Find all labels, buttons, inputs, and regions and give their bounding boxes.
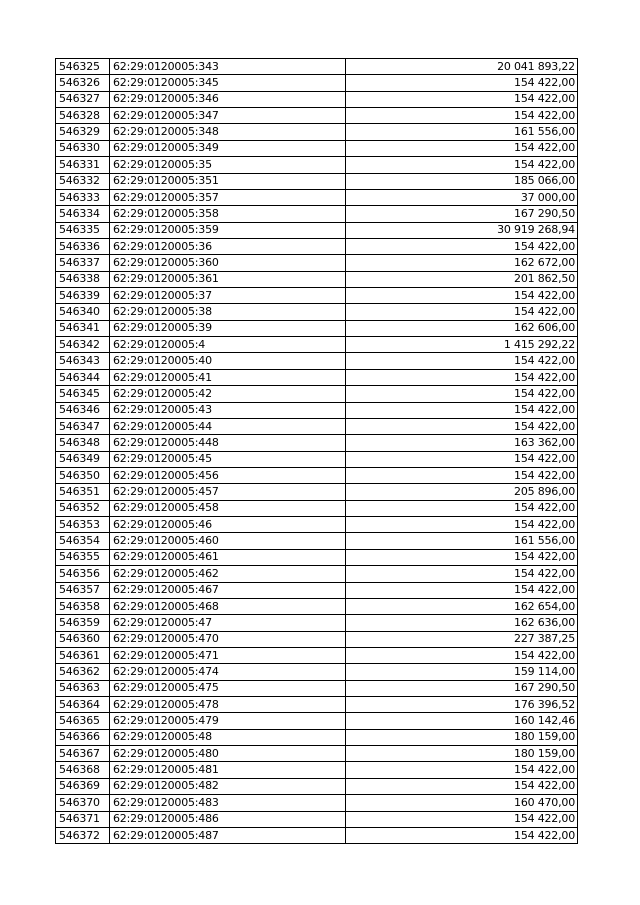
cadastral-number-cell: 62:29:0120005:486 xyxy=(110,811,346,827)
cadastral-value-cell: 154 422,00 xyxy=(346,288,578,304)
cadastral-value-cell: 154 422,00 xyxy=(346,369,578,385)
cadastral-number-cell: 62:29:0120005:361 xyxy=(110,271,346,287)
table-row xyxy=(56,533,578,549)
cadastral-number-cell: 62:29:0120005:468 xyxy=(110,598,346,614)
table-row xyxy=(56,124,578,140)
cadastral-number-cell: 62:29:0120005:479 xyxy=(110,713,346,729)
cadastral-value-cell: 154 422,00 xyxy=(346,549,578,565)
table-row xyxy=(56,173,578,189)
row-number-cell: 546364 xyxy=(56,697,110,713)
cadastral-value-cell: 161 556,00 xyxy=(346,124,578,140)
row-number-cell: 546336 xyxy=(56,238,110,254)
row-number-cell: 546331 xyxy=(56,157,110,173)
cadastral-number-cell: 62:29:0120005:347 xyxy=(110,108,346,124)
row-number-cell: 546348 xyxy=(56,435,110,451)
cadastral-number-cell: 62:29:0120005:478 xyxy=(110,697,346,713)
table-row xyxy=(56,369,578,385)
table-row xyxy=(56,729,578,745)
table-row xyxy=(56,582,578,598)
table-row xyxy=(56,778,578,794)
row-number-cell: 546346 xyxy=(56,402,110,418)
row-number-cell: 546366 xyxy=(56,729,110,745)
cadastral-value-cell: 154 422,00 xyxy=(346,517,578,533)
cadastral-value-cell: 154 422,00 xyxy=(346,811,578,827)
cadastral-value-cell: 154 422,00 xyxy=(346,647,578,663)
row-number-cell: 546341 xyxy=(56,320,110,336)
cadastral-value-cell: 160 470,00 xyxy=(346,795,578,811)
cadastral-value-cell: 154 422,00 xyxy=(346,304,578,320)
row-number-cell: 546359 xyxy=(56,615,110,631)
cadastral-number-cell: 62:29:0120005:36 xyxy=(110,238,346,254)
row-number-cell: 546372 xyxy=(56,827,110,843)
cadastral-value-cell: 161 556,00 xyxy=(346,533,578,549)
cadastral-value-cell: 154 422,00 xyxy=(346,762,578,778)
row-number-cell: 546345 xyxy=(56,386,110,402)
table-row xyxy=(56,238,578,254)
row-number-cell: 546330 xyxy=(56,140,110,156)
cadastral-number-cell: 62:29:0120005:40 xyxy=(110,353,346,369)
table-row xyxy=(56,697,578,713)
cadastral-value-cell: 1 415 292,22 xyxy=(346,337,578,353)
row-number-cell: 546353 xyxy=(56,517,110,533)
table-row xyxy=(56,647,578,663)
row-number-cell: 546327 xyxy=(56,91,110,107)
cadastral-value-cell: 154 422,00 xyxy=(346,91,578,107)
table-row xyxy=(56,206,578,222)
table-row xyxy=(56,746,578,762)
cadastral-number-cell: 62:29:0120005:358 xyxy=(110,206,346,222)
row-number-cell: 546369 xyxy=(56,778,110,794)
cadastral-number-cell: 62:29:0120005:47 xyxy=(110,615,346,631)
table-row xyxy=(56,255,578,271)
cadastral-number-cell: 62:29:0120005:487 xyxy=(110,827,346,843)
cadastral-value-cell: 160 142,46 xyxy=(346,713,578,729)
cadastral-number-cell: 62:29:0120005:39 xyxy=(110,320,346,336)
cadastral-number-cell: 62:29:0120005:483 xyxy=(110,795,346,811)
cadastral-number-cell: 62:29:0120005:357 xyxy=(110,189,346,205)
cadastral-value-cell: 154 422,00 xyxy=(346,418,578,434)
table-row xyxy=(56,353,578,369)
cadastral-value-cell: 154 422,00 xyxy=(346,778,578,794)
cadastral-value-cell: 162 654,00 xyxy=(346,598,578,614)
cadastral-number-cell: 62:29:0120005:351 xyxy=(110,173,346,189)
row-number-cell: 546352 xyxy=(56,500,110,516)
cadastral-value-cell: 20 041 893,22 xyxy=(346,59,578,75)
row-number-cell: 546371 xyxy=(56,811,110,827)
row-number-cell: 546370 xyxy=(56,795,110,811)
row-number-cell: 546347 xyxy=(56,418,110,434)
row-number-cell: 546325 xyxy=(56,59,110,75)
cadastral-value-cell: 154 422,00 xyxy=(346,75,578,91)
cadastral-number-cell: 62:29:0120005:470 xyxy=(110,631,346,647)
table-row xyxy=(56,418,578,434)
cadastral-number-cell: 62:29:0120005:467 xyxy=(110,582,346,598)
cadastral-number-cell: 62:29:0120005:481 xyxy=(110,762,346,778)
table-row xyxy=(56,320,578,336)
cadastral-number-cell: 62:29:0120005:456 xyxy=(110,467,346,483)
row-number-cell: 546340 xyxy=(56,304,110,320)
cadastral-number-cell: 62:29:0120005:471 xyxy=(110,647,346,663)
row-number-cell: 546356 xyxy=(56,566,110,582)
table-row xyxy=(56,811,578,827)
table-row xyxy=(56,680,578,696)
cadastral-value-cell: 180 159,00 xyxy=(346,746,578,762)
cadastral-value-cell: 176 396,52 xyxy=(346,697,578,713)
cadastral-number-cell: 62:29:0120005:349 xyxy=(110,140,346,156)
row-number-cell: 546354 xyxy=(56,533,110,549)
cadastral-value-cell: 154 422,00 xyxy=(346,827,578,843)
table-row xyxy=(56,631,578,647)
row-number-cell: 546361 xyxy=(56,647,110,663)
cadastral-number-cell: 62:29:0120005:482 xyxy=(110,778,346,794)
cadastral-number-cell: 62:29:0120005:48 xyxy=(110,729,346,745)
row-number-cell: 546357 xyxy=(56,582,110,598)
cadastral-value-cell: 154 422,00 xyxy=(346,402,578,418)
row-number-cell: 546367 xyxy=(56,746,110,762)
row-number-cell: 546358 xyxy=(56,598,110,614)
cadastral-number-cell: 62:29:0120005:474 xyxy=(110,664,346,680)
cadastral-value-cell: 159 114,00 xyxy=(346,664,578,680)
table-row xyxy=(56,762,578,778)
table-row xyxy=(56,549,578,565)
cadastral-value-cell: 30 919 268,94 xyxy=(346,222,578,238)
table-row xyxy=(56,75,578,91)
cadastral-number-cell: 62:29:0120005:45 xyxy=(110,451,346,467)
row-number-cell: 546329 xyxy=(56,124,110,140)
table-row xyxy=(56,451,578,467)
row-number-cell: 546349 xyxy=(56,451,110,467)
cadastral-number-cell: 62:29:0120005:360 xyxy=(110,255,346,271)
cadastral-number-cell: 62:29:0120005:359 xyxy=(110,222,346,238)
cadastral-value-cell: 154 422,00 xyxy=(346,500,578,516)
table-row xyxy=(56,615,578,631)
cadastral-number-cell: 62:29:0120005:346 xyxy=(110,91,346,107)
cadastral-number-cell: 62:29:0120005:348 xyxy=(110,124,346,140)
cadastral-value-cell: 154 422,00 xyxy=(346,353,578,369)
table-row xyxy=(56,304,578,320)
cadastral-number-cell: 62:29:0120005:46 xyxy=(110,517,346,533)
row-number-cell: 546350 xyxy=(56,467,110,483)
table-row xyxy=(56,664,578,680)
table-row xyxy=(56,91,578,107)
cadastral-number-cell: 62:29:0120005:461 xyxy=(110,549,346,565)
cadastral-value-cell: 162 606,00 xyxy=(346,320,578,336)
table-row xyxy=(56,222,578,238)
cadastral-number-cell: 62:29:0120005:345 xyxy=(110,75,346,91)
table-row xyxy=(56,598,578,614)
row-number-cell: 546334 xyxy=(56,206,110,222)
table-row xyxy=(56,140,578,156)
table-row xyxy=(56,500,578,516)
cadastral-value-cell: 154 422,00 xyxy=(346,566,578,582)
cadastral-value-cell: 180 159,00 xyxy=(346,729,578,745)
row-number-cell: 546343 xyxy=(56,353,110,369)
table-row xyxy=(56,108,578,124)
table-row xyxy=(56,484,578,500)
row-number-cell: 546360 xyxy=(56,631,110,647)
cadastral-number-cell: 62:29:0120005:4 xyxy=(110,337,346,353)
table-row xyxy=(56,402,578,418)
row-number-cell: 546342 xyxy=(56,337,110,353)
row-number-cell: 546337 xyxy=(56,255,110,271)
row-number-cell: 546363 xyxy=(56,680,110,696)
row-number-cell: 546368 xyxy=(56,762,110,778)
row-number-cell: 546365 xyxy=(56,713,110,729)
cadastral-number-cell: 62:29:0120005:35 xyxy=(110,157,346,173)
table-row xyxy=(56,59,578,75)
table-row xyxy=(56,827,578,843)
cadastral-value-cell: 201 862,50 xyxy=(346,271,578,287)
row-number-cell: 546335 xyxy=(56,222,110,238)
cadastral-value-cell: 162 672,00 xyxy=(346,255,578,271)
cadastral-number-cell: 62:29:0120005:42 xyxy=(110,386,346,402)
table-row xyxy=(56,271,578,287)
row-number-cell: 546333 xyxy=(56,189,110,205)
cadastral-number-cell: 62:29:0120005:457 xyxy=(110,484,346,500)
cadastral-value-cell: 154 422,00 xyxy=(346,582,578,598)
table-row xyxy=(56,189,578,205)
row-number-cell: 546326 xyxy=(56,75,110,91)
cadastral-value-cell: 154 422,00 xyxy=(346,467,578,483)
cadastral-number-cell: 62:29:0120005:37 xyxy=(110,288,346,304)
cadastral-value-cell: 162 636,00 xyxy=(346,615,578,631)
cadastral-value-cell: 154 422,00 xyxy=(346,157,578,173)
cadastral-value-cell: 154 422,00 xyxy=(346,386,578,402)
table-row xyxy=(56,566,578,582)
cadastral-number-cell: 62:29:0120005:458 xyxy=(110,500,346,516)
cadastral-value-cell: 154 422,00 xyxy=(346,451,578,467)
cadastral-number-cell: 62:29:0120005:343 xyxy=(110,59,346,75)
cadastral-value-cell: 227 387,25 xyxy=(346,631,578,647)
cadastral-value-cell: 167 290,50 xyxy=(346,206,578,222)
row-number-cell: 546338 xyxy=(56,271,110,287)
row-number-cell: 546351 xyxy=(56,484,110,500)
cadastral-value-cell: 205 896,00 xyxy=(346,484,578,500)
cadastral-number-cell: 62:29:0120005:462 xyxy=(110,566,346,582)
table-row xyxy=(56,517,578,533)
cadastral-value-cell: 154 422,00 xyxy=(346,140,578,156)
table-row xyxy=(56,795,578,811)
cadastral-value-cell: 154 422,00 xyxy=(346,238,578,254)
table-body xyxy=(56,59,578,844)
cadastral-number-cell: 62:29:0120005:475 xyxy=(110,680,346,696)
table-row xyxy=(56,435,578,451)
cadastral-value-cell: 185 066,00 xyxy=(346,173,578,189)
cadastral-number-cell: 62:29:0120005:480 xyxy=(110,746,346,762)
row-number-cell: 546355 xyxy=(56,549,110,565)
cadastral-value-cell: 37 000,00 xyxy=(346,189,578,205)
table-row xyxy=(56,713,578,729)
table-row xyxy=(56,467,578,483)
row-number-cell: 546332 xyxy=(56,173,110,189)
cadastral-value-cell: 154 422,00 xyxy=(346,108,578,124)
cadastral-number-cell: 62:29:0120005:43 xyxy=(110,402,346,418)
table-row xyxy=(56,157,578,173)
cadastral-value-cell: 167 290,50 xyxy=(346,680,578,696)
cadastral-number-cell: 62:29:0120005:41 xyxy=(110,369,346,385)
table-row xyxy=(56,386,578,402)
cadastral-value-table xyxy=(55,58,578,844)
table-row xyxy=(56,337,578,353)
cadastral-number-cell: 62:29:0120005:38 xyxy=(110,304,346,320)
cadastral-value-cell: 163 362,00 xyxy=(346,435,578,451)
row-number-cell: 546362 xyxy=(56,664,110,680)
row-number-cell: 546339 xyxy=(56,288,110,304)
row-number-cell: 546344 xyxy=(56,369,110,385)
cadastral-number-cell: 62:29:0120005:460 xyxy=(110,533,346,549)
row-number-cell: 546328 xyxy=(56,108,110,124)
cadastral-number-cell: 62:29:0120005:44 xyxy=(110,418,346,434)
table-row xyxy=(56,288,578,304)
cadastral-number-cell: 62:29:0120005:448 xyxy=(110,435,346,451)
